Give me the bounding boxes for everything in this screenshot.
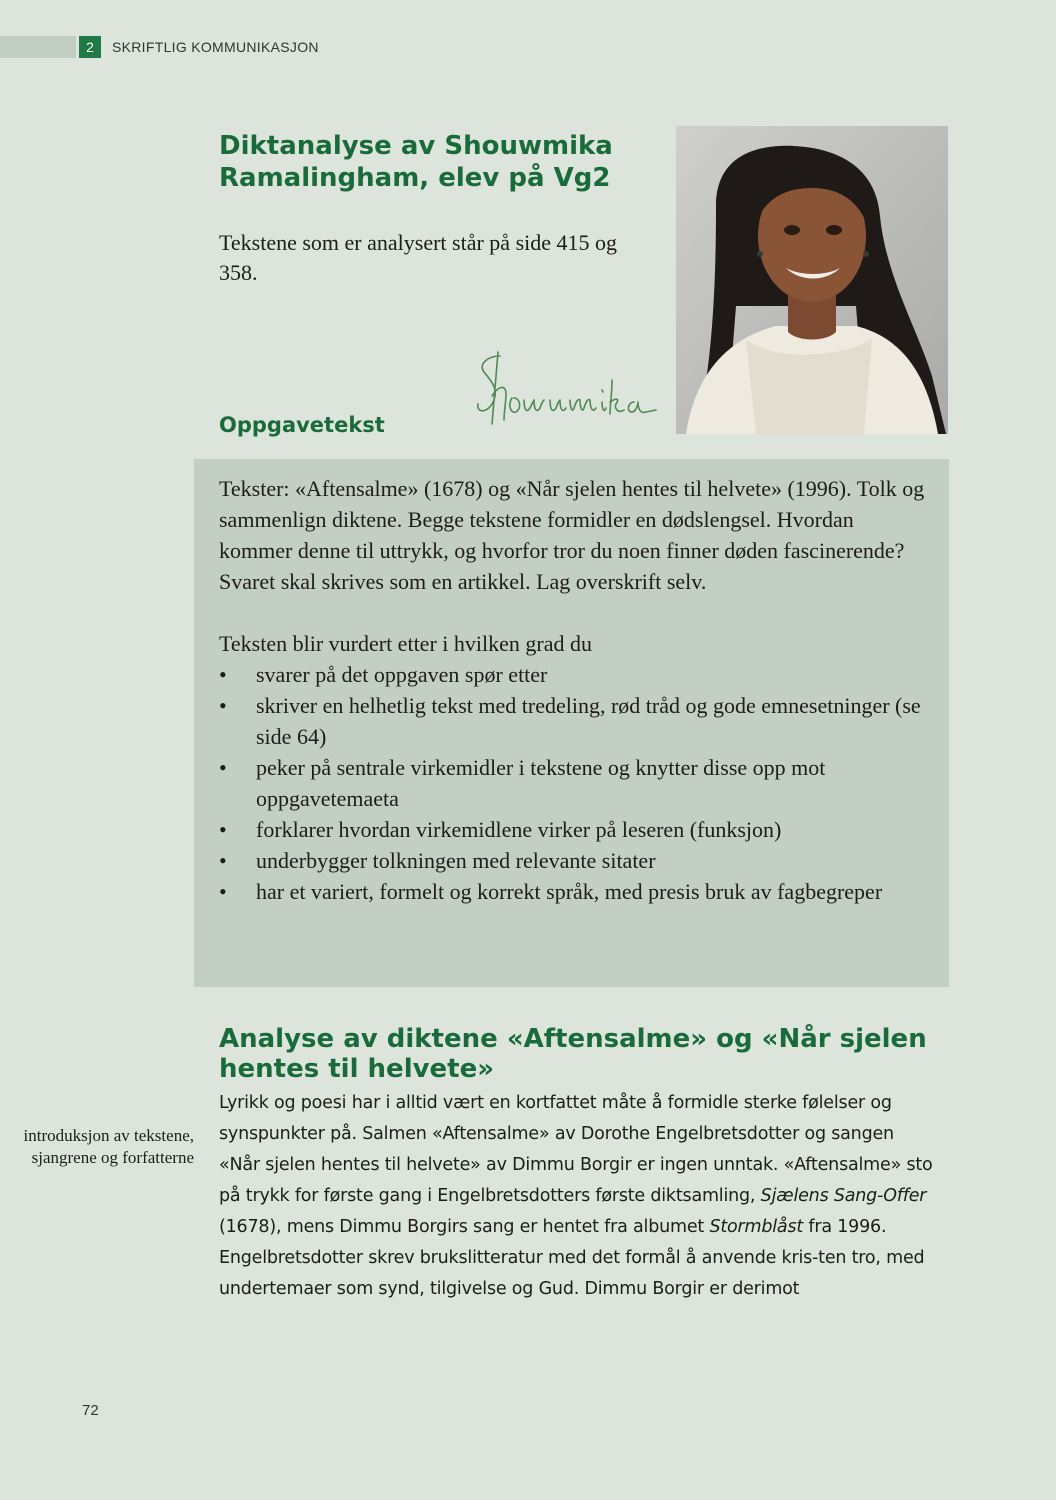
- body-text: Lyrikk og poesi har i alltid vært en kortfattet måte å formidle sterke følelser og synspunkter på. Salmen «Aftensalme» av Dorothe Engelbretsdotter og sangen «Når sjelen hentes til helvete» av Dimmu Borgir er ingen unntak. «Aftensalme» sto på trykk for første gang i Engelbretsdotters første diktsamling, Sjælens Sang-Offer (1678), mens Dimmu Borgirs sang er hentet fra albumet Stormblåst fra 1996. Engelbretsdotter skrev brukslitteratur med det formål å anvende kris-ten tro, med undertemaer som synd, tilgivelse og Gud. Dimmu Borgir er derimot: [219, 1093, 933, 1299]
- chapter-title: SKRIFTLIG KOMMUNIKASJON: [112, 39, 319, 55]
- list-item: • skriver en helhetlig tekst med tredeling, rød tråd og gode emnesetninger (se side 64): [219, 690, 931, 752]
- bullet: •: [219, 817, 227, 842]
- list-item: • har et variert, formelt og korrekt språk, med presis bruk av fagbegreper: [219, 876, 931, 907]
- header-color-strip: [0, 36, 76, 58]
- page-number: 72: [82, 1402, 99, 1419]
- album-title: Stormblåst: [709, 1217, 804, 1237]
- student-portrait-photo: [676, 126, 948, 434]
- bullet: •: [219, 662, 227, 687]
- bullet: •: [219, 693, 227, 718]
- list-item: • forklarer hvordan virkemidlene virker på leseren (funksjon): [219, 814, 931, 845]
- bullet: •: [219, 755, 227, 780]
- chapter-number-badge: 2: [79, 36, 101, 58]
- bullet: •: [219, 848, 227, 873]
- list-item: • peker på sentrale virkemidler i tekstene og knytter disse opp mot oppgavetemaeta: [219, 752, 931, 814]
- page-title: Diktanalyse av Shouwmika Ramalingham, elev på Vg2: [219, 131, 613, 193]
- intro-text: Tekstene som er analysert står på side 415 og 358.: [219, 230, 618, 285]
- analysis-heading: Analyse av diktene «Aftensalme» og «Når sjelen hentes til helvete»: [219, 1024, 927, 1084]
- margin-note: introduksjon av tekstene, sjangrene og forfatterne: [23, 1126, 194, 1167]
- criteria-intro: Teksten blir vurdert etter i hvilken grad du: [219, 631, 592, 656]
- list-item: • svarer på det oppgaven spør etter: [219, 659, 931, 690]
- spacer: [219, 597, 931, 628]
- criteria-list: [219, 659, 931, 907]
- task-text: [219, 473, 931, 907]
- list-item: • underbygger tolkningen med relevante sitater: [219, 845, 931, 876]
- task-heading: Oppgavetekst: [219, 413, 385, 437]
- task-paragraph: Tekster: «Aftensalme» (1678) og «Når sjelen hentes til helvete» (1996). Tolk og sammenlign diktene. Begge tekstene formidler en dødslengsel. Hvordan kommer denne til uttrykk, og hvorfor tror du noen finner døden fascinerende? Svaret skal skrives som en artikkel. Lag overskrift selv.: [219, 476, 925, 594]
- bullet: •: [219, 879, 227, 904]
- handwritten-signature: [470, 346, 660, 436]
- book-title: Sjælens Sang-Offer: [760, 1186, 927, 1206]
